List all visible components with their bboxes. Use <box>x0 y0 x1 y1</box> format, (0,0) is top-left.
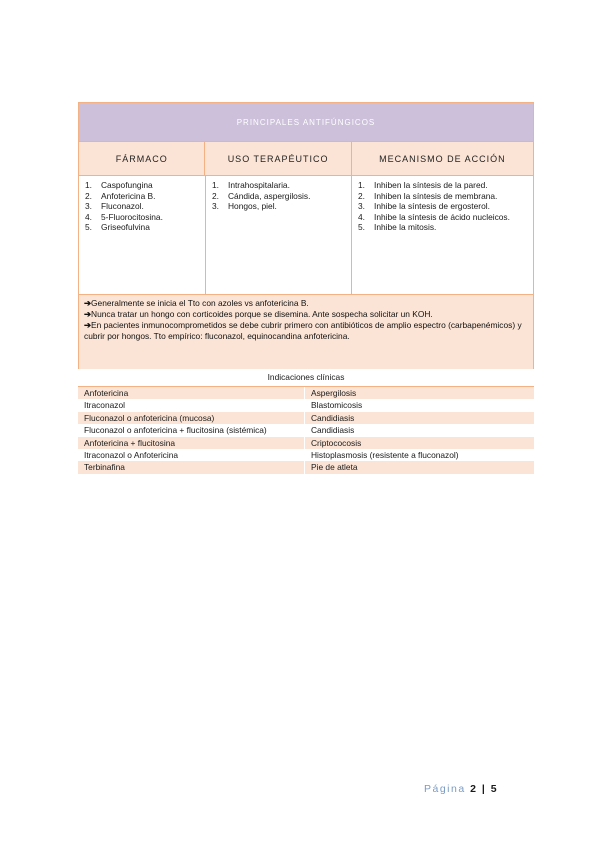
indication-cell: Candidiasis <box>304 424 534 436</box>
indicaciones-title: Indicaciones clínicas <box>78 369 534 387</box>
list-text: Anfotericina B. <box>101 190 156 201</box>
mecanismo-item <box>358 191 529 202</box>
list-text: Inhibe la mitosis. <box>374 222 437 233</box>
farmaco-item <box>85 222 201 233</box>
indication-cell: Blastomicosis <box>304 399 534 411</box>
table-row <box>78 399 534 411</box>
notes-section <box>78 295 534 369</box>
mecanismo-item <box>358 201 529 212</box>
note-text: Nunca tratar un hongo con corticoides porque se disemina. Ante sospecha solicitar un KOH. <box>91 309 433 319</box>
page-footer <box>424 783 498 795</box>
mecanismo-item <box>358 180 529 191</box>
farmaco-item <box>85 201 201 212</box>
antifungal-table <box>78 102 534 474</box>
header-farmaco: FÁRMACO <box>115 153 168 164</box>
list-text: Fluconazol. <box>101 201 144 212</box>
table-row <box>78 437 534 449</box>
list-text: Inhiben la síntesis de membrana. <box>374 190 498 201</box>
list-text: 5-Fluorocitosina. <box>101 211 163 222</box>
mecanismo-item <box>358 212 529 223</box>
table-row <box>78 461 534 473</box>
list-text: Inhibe la síntesis de ergosterol. <box>374 201 490 212</box>
list-number: 1. <box>212 180 219 190</box>
list-number: 3. <box>212 201 219 212</box>
table-row <box>78 424 534 436</box>
list-number: 5. <box>85 222 92 233</box>
farmaco-item <box>85 191 201 202</box>
uso-item <box>212 180 347 191</box>
drug-cell: Fluconazol o anfotericina + flucitosina (sistémica) <box>84 425 267 436</box>
drug-cell: Itraconazol <box>84 400 125 411</box>
drug-cell: Fluconazol o anfotericina (mucosa) <box>84 412 215 423</box>
table-header-row <box>78 142 534 176</box>
table-row <box>78 449 534 461</box>
list-text: Hongos, piel. <box>228 201 277 212</box>
list-number: 2. <box>358 190 365 201</box>
indication-cell: Criptococosis <box>304 437 534 449</box>
mecanismos-cell <box>351 176 533 294</box>
drug-cell: Terbinafina <box>84 462 125 473</box>
list-number: 2. <box>85 190 92 201</box>
indication-cell: Pie de atleta <box>304 461 534 473</box>
indicaciones-table <box>78 387 534 474</box>
indication-cell: Histoplasmosis (resistente a fluconazol) <box>304 449 534 461</box>
list-number: 2. <box>212 190 219 201</box>
farmaco-item <box>85 212 201 223</box>
indication-cell: Aspergilosis <box>304 387 534 399</box>
header-uso: USO TERAPÉUTICO <box>204 142 350 175</box>
table-title: PRINCIPALES ANTIFÚNGICOS <box>78 102 534 142</box>
list-text: Caspofungina <box>101 180 153 190</box>
list-text: Intrahospitalaria. <box>228 180 290 190</box>
table-row <box>78 387 534 399</box>
header-mecanismo: MECANISMO DE ACCIÓN <box>351 142 533 175</box>
drug-cell: Anfotericina + flucitosina <box>84 437 176 448</box>
list-number: 1. <box>85 180 92 190</box>
indication-cell: Candidiasis <box>304 412 534 424</box>
arrow-icon: ➔ <box>84 298 92 308</box>
farmaco-item <box>85 180 201 191</box>
list-number: 4. <box>85 211 92 222</box>
farmacos-cell <box>79 176 205 294</box>
note-text: Generalmente se inicia el Tto con azoles vs anfotericina B. <box>91 298 309 308</box>
footer-label: Página <box>424 783 466 795</box>
list-number: 3. <box>85 201 92 212</box>
note-text: En pacientes inmunocomprometidos se debe cubrir primero con antibióticos de amplio espectro (carbapenémicos) y cubrir por hongos. Tto empírico: fluconazol, equinocandina anfotericina. <box>84 320 522 341</box>
drug-cell: Anfotericina <box>84 388 129 398</box>
uso-item <box>212 191 347 202</box>
page-number: 2 | 5 <box>470 783 499 795</box>
list-number: 3. <box>358 201 365 212</box>
list-number: 1. <box>358 180 365 190</box>
list-text: Cándida, aspergilosis. <box>228 190 311 201</box>
arrow-icon: ➔ <box>84 320 92 330</box>
note-item <box>84 309 528 320</box>
note-item <box>84 298 528 309</box>
list-number: 5. <box>358 222 365 233</box>
list-text: Inhibe la síntesis de ácido nucleicos. <box>374 211 510 222</box>
drug-cell: Itraconazol o Anfotericina <box>84 450 179 461</box>
usos-cell <box>205 176 351 294</box>
list-text: Inhiben la síntesis de la pared. <box>374 180 488 190</box>
list-number: 4. <box>358 211 365 222</box>
mecanismo-item <box>358 222 529 233</box>
list-text: Griseofulvina <box>101 222 150 233</box>
table-row <box>78 412 534 424</box>
arrow-icon: ➔ <box>84 309 92 319</box>
table-list-row <box>78 176 534 295</box>
note-item <box>84 320 528 342</box>
uso-item <box>212 201 347 212</box>
